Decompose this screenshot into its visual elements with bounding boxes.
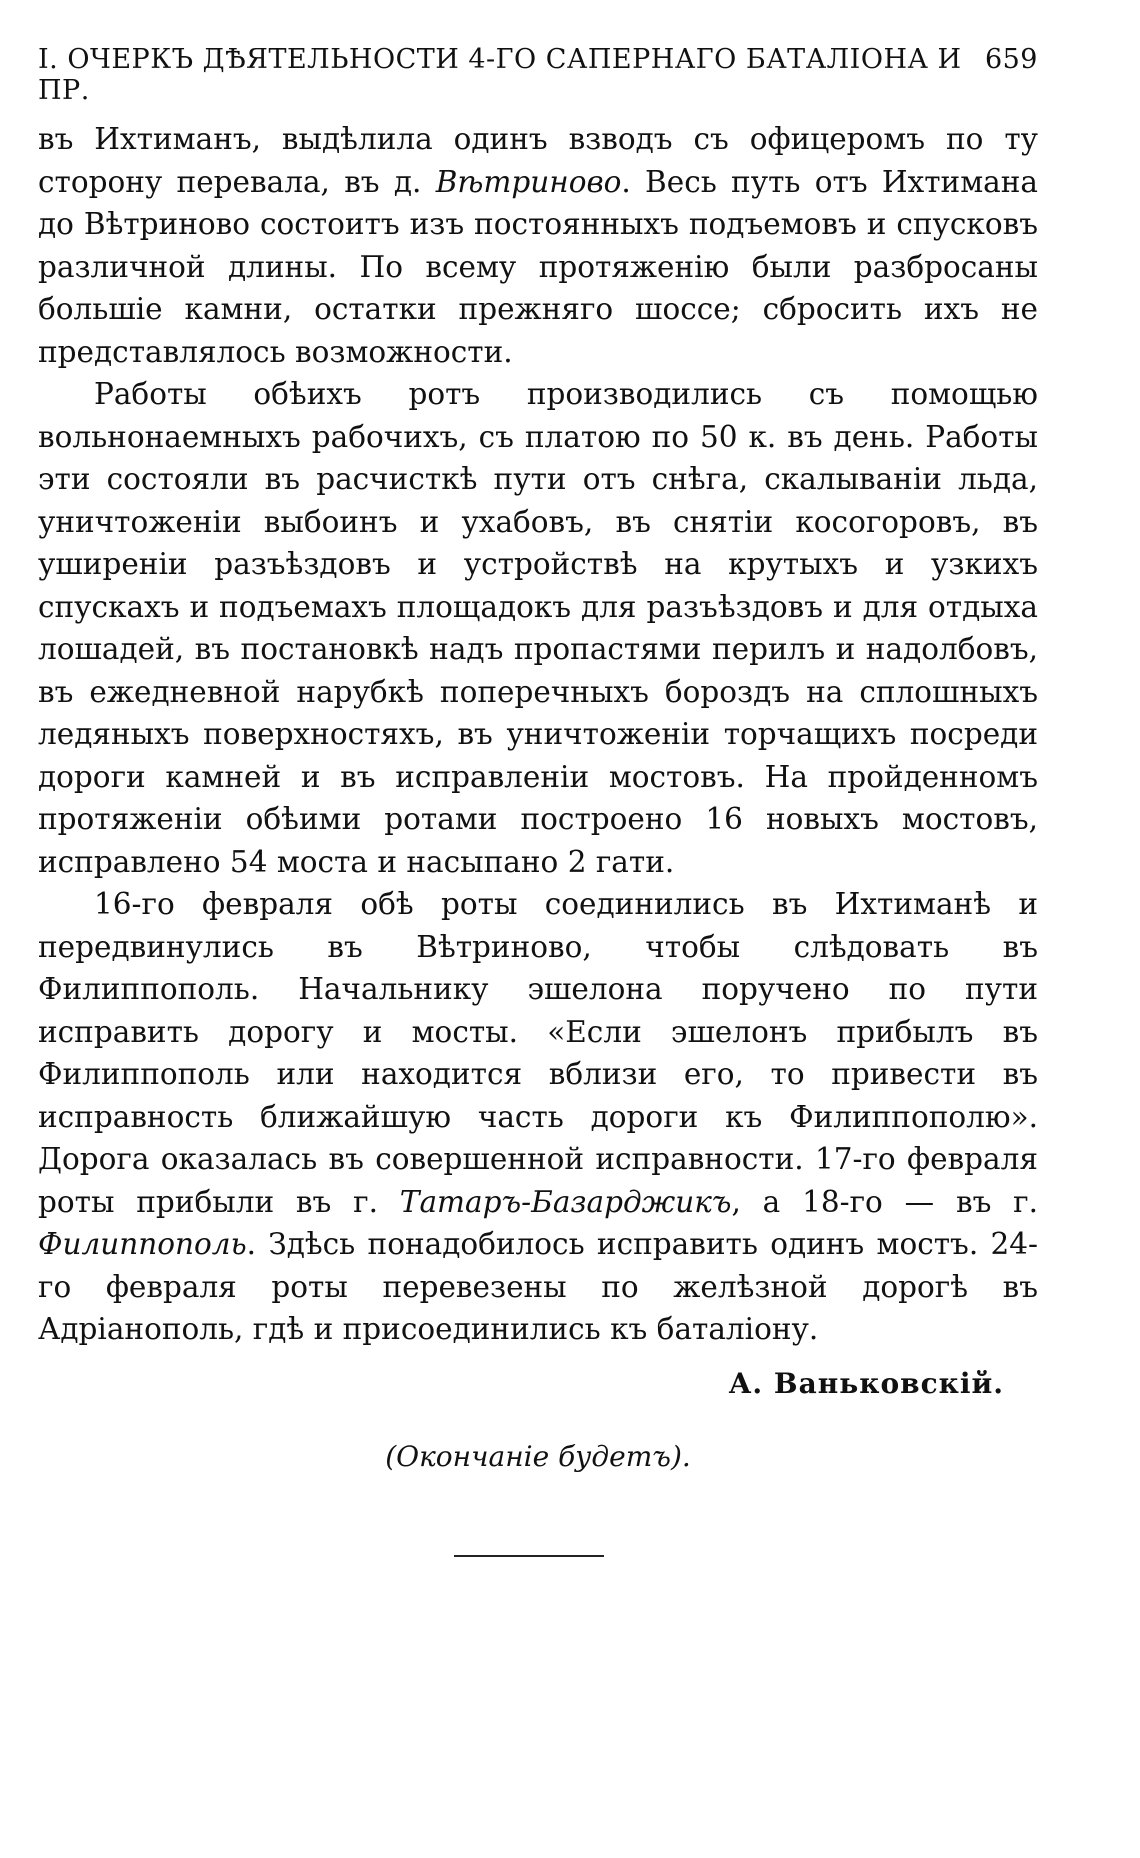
running-head-title: I. ОЧЕРКЪ ДѢЯТЕЛЬНОСТИ 4-ГО САПЕРНАГО БАТАЛІОНА И ПР. — [38, 44, 962, 106]
paragraph-1-text-1: въ Ихтиманъ, выдѣлила одинъ взводъ съ офицеромъ по ту сторону перевала, въ д. — [38, 122, 1038, 199]
paragraph-3 — [38, 883, 1038, 1351]
village-name-vetrinovo: Вѣтриново — [435, 164, 622, 199]
paragraph-2: Работы обѣихъ ротъ производились съ помощью вольнонаемныхъ рабочихъ, съ платою по 50 к. въ день. Работы эти состояли въ расчисткѣ пути отъ снѣга, скалываніи льда, уничтоженіи выбоинъ и ухабовъ, въ снятіи косогоровъ, въ уширеніи разъѣздовъ и устройствѣ на крутыхъ и узкихъ спускахъ и подъемахъ площадокъ для разъѣздовъ и для отдыха лошадей, въ постановкѣ надъ пропастями перилъ и надолбовъ, въ ежедневной нарубкѣ поперечныхъ бороздъ на сплошныхъ ледяныхъ поверхностяхъ, въ уничтоженіи торчащихъ посреди дороги камней и въ исправленіи мостовъ. На пройденномъ протяженіи обѣими ротами построено 16 новыхъ мостовъ, исправлено 54 моста и насыпано 2 гати. — [38, 377, 1038, 879]
continuation-note: (Окончаніе будетъ). — [385, 1439, 691, 1473]
page-number: 659 — [984, 44, 1038, 75]
paragraph-1 — [38, 118, 1038, 373]
article-body — [38, 118, 1038, 1351]
paragraph-3-text-2: , а 18-го — въ г. — [731, 1184, 1038, 1219]
author-signature: А. Ваньковскій. — [728, 1366, 1004, 1400]
town-name-philippopolis: Филиппополь — [38, 1227, 247, 1261]
paragraph-3-text-3: . Здѣсь понадобилось исправить одинъ мостъ. 24-го февраля роты перевезены по желѣзной дорогѣ въ Адріанополь, гдѣ и присоединились къ баталіону. — [38, 1227, 1038, 1346]
town-name-tatar-bazardzhik: Татаръ-Базарджикъ — [399, 1184, 732, 1219]
running-head — [38, 44, 1038, 106]
paragraph-1-text-2: . Весь путь отъ Ихтимана до Вѣтриново состоитъ изъ постоянныхъ подъемовъ и спусковъ различной длины. По всему протяженію были разбросаны большіе камни, остатки прежняго шоссе; сбросить ихъ не представлялось возможности. — [38, 164, 1039, 369]
page — [38, 44, 1038, 1557]
paragraph-3-text-1: 16-го февраля обѣ роты соединились въ Ихтиманѣ и передвинулись въ Вѣтриново, чтобы слѣдовать въ Филиппополь. Начальнику эшелона поручено по пути исправить дорогу и мосты. «Если эшелонъ прибылъ въ Филиппополь или находится вблизи его, то привести въ исправность ближайшую часть дороги къ Филиппополю». Дорога оказалась въ совершенной исправности. 17-го февраля роты прибыли въ г. — [38, 887, 1038, 1219]
section-divider — [454, 1555, 604, 1557]
